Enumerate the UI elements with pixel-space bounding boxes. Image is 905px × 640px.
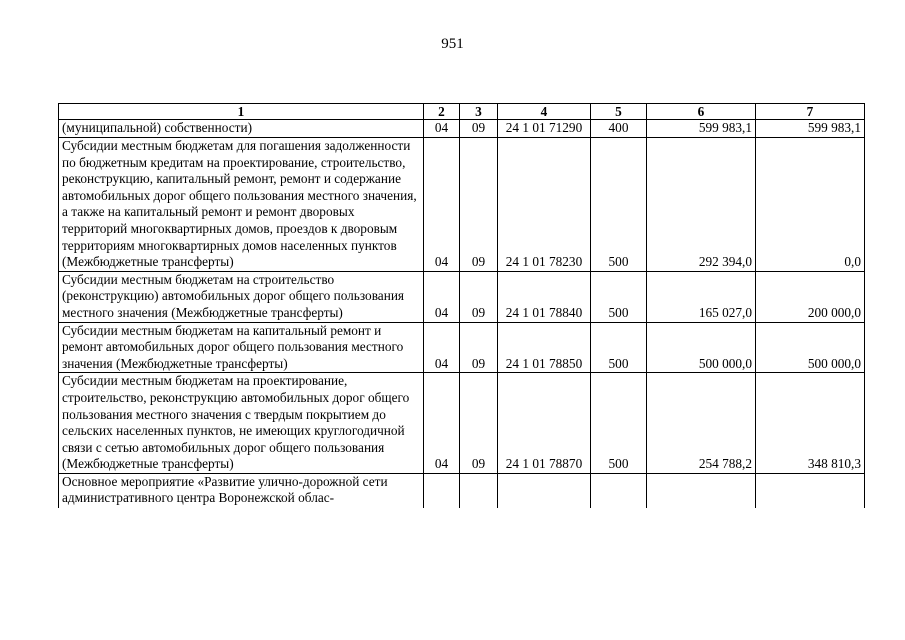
row-sum-year1: 254 788,2: [647, 373, 756, 474]
table-row: [59, 138, 865, 272]
row-vr: 500: [591, 322, 647, 373]
column-header: 6: [647, 104, 756, 120]
row-pr: 09: [460, 373, 498, 474]
row-pr: 09: [460, 138, 498, 272]
row-sum-year2: 0,0: [756, 138, 865, 272]
column-header: 5: [591, 104, 647, 120]
table-row: [59, 322, 865, 373]
row-rz: [424, 473, 460, 508]
row-pr: 09: [460, 120, 498, 138]
row-sum-year1: [647, 473, 756, 508]
row-name: Субсидии местным бюджетам на проектирование, строительство, реконструкцию автомобильных дорог общего пользования местного значения с твердым покрытием до сельских населенных пунктов, не имеющих круглогодичной связи с сетью автомобильных дорог общего пользования (Межбюджетные трансферты): [59, 373, 424, 474]
row-csr: 24 1 01 71290: [498, 120, 591, 138]
row-csr: [498, 473, 591, 508]
table-header-row: [59, 104, 865, 120]
row-csr: 24 1 01 78840: [498, 271, 591, 322]
row-sum-year2: [756, 473, 865, 508]
table-row: [59, 271, 865, 322]
column-header: 7: [756, 104, 865, 120]
row-sum-year2: 348 810,3: [756, 373, 865, 474]
row-vr: 500: [591, 373, 647, 474]
row-vr: 500: [591, 271, 647, 322]
row-pr: 09: [460, 271, 498, 322]
row-vr: 400: [591, 120, 647, 138]
row-rz: 04: [424, 138, 460, 272]
row-rz: 04: [424, 271, 460, 322]
row-csr: 24 1 01 78230: [498, 138, 591, 272]
page-number: 951: [441, 36, 464, 52]
column-header: 3: [460, 104, 498, 120]
column-header: 2: [424, 104, 460, 120]
budget-table: [58, 103, 865, 508]
row-name: Основное мероприятие «Развитие улично-дорожной сети административного центра Воронежской облас-: [59, 473, 424, 508]
row-sum-year1: 599 983,1: [647, 120, 756, 138]
row-pr: [460, 473, 498, 508]
row-vr: [591, 473, 647, 508]
row-csr: 24 1 01 78870: [498, 373, 591, 474]
row-name: Субсидии местным бюджетам на капитальный ремонт и ремонт автомобильных дорог общего пользования местного значения (Межбюджетные трансферты): [59, 322, 424, 373]
row-sum-year2: 599 983,1: [756, 120, 865, 138]
row-name: Субсидии местным бюджетам для погашения задолженности по бюджетным кредитам на проектирование, строительство, реконструкцию, капитальный ремонт, ремонт и содержание автомобильных дорог общего пользования местного значения, а также на капитальный ремонт и ремонт дворовых территорий многоквартирных домов, проездов к дворовым территориям многоквартирных домов населенных пунктов (Межбюджетные трансферты): [59, 138, 424, 272]
row-rz: 04: [424, 120, 460, 138]
table-row: [59, 373, 865, 474]
table-row: [59, 120, 865, 138]
row-name: (муниципальной) собственности): [59, 120, 424, 138]
row-vr: 500: [591, 138, 647, 272]
row-sum-year1: 165 027,0: [647, 271, 756, 322]
row-name: Субсидии местным бюджетам на строительство (реконструкцию) автомобильных дорог общего пользования местного значения (Межбюджетные трансферты): [59, 271, 424, 322]
row-pr: 09: [460, 322, 498, 373]
column-header: 1: [59, 104, 424, 120]
row-sum-year1: 292 394,0: [647, 138, 756, 272]
row-csr: 24 1 01 78850: [498, 322, 591, 373]
row-rz: 04: [424, 322, 460, 373]
row-sum-year2: 200 000,0: [756, 271, 865, 322]
column-header: 4: [498, 104, 591, 120]
row-sum-year1: 500 000,0: [647, 322, 756, 373]
table-row: [59, 473, 865, 508]
row-sum-year2: 500 000,0: [756, 322, 865, 373]
row-rz: 04: [424, 373, 460, 474]
